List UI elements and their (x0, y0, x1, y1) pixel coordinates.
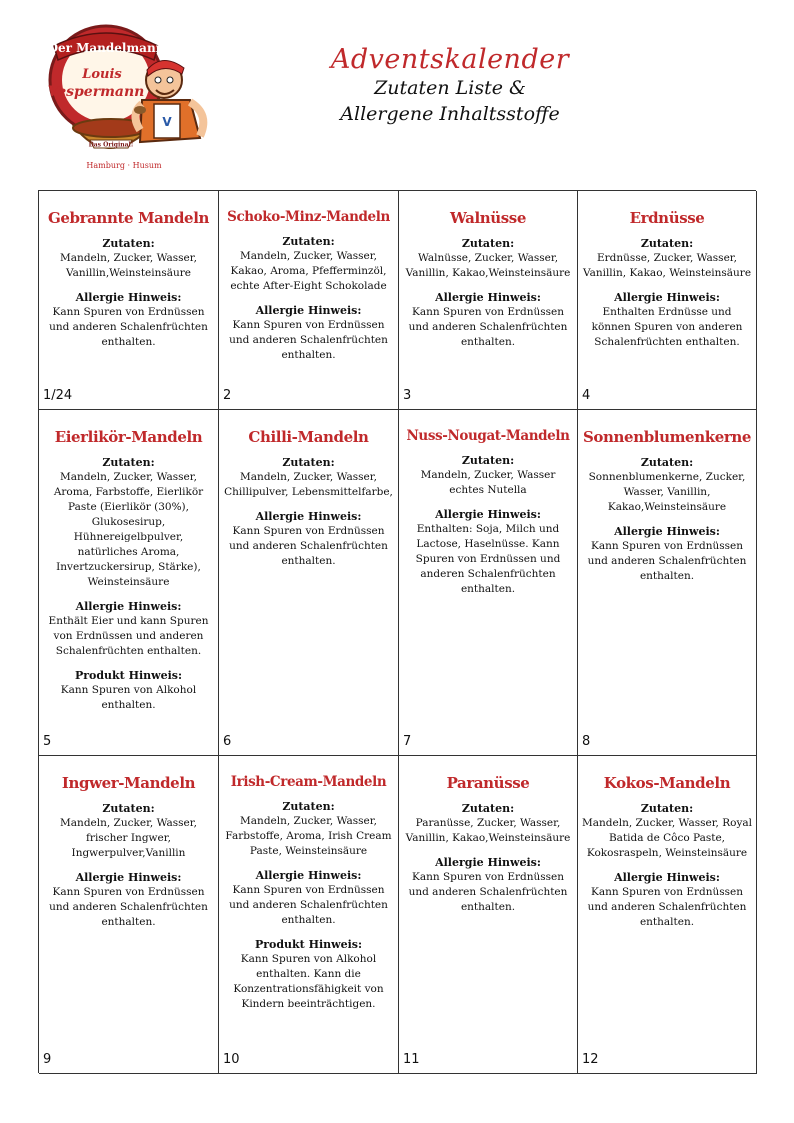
produkt-text: Kann Spuren von Alkohol enthalten. (60, 684, 197, 711)
zutaten-label: Zutaten: (461, 237, 515, 250)
zutaten-label: Zutaten: (282, 800, 335, 813)
zutaten-text: Mandeln, Zucker, Wasser, Aroma, Farbstoffe, Eierlikör Paste (Eierlikör (30%), Glukosesirup, Hühnereigelbpulver, natürliches Aroma, Invertzuckersirup, Stärke), Weinsteinsäure (53, 471, 204, 588)
zutaten-text: Erdnüsse, Zucker, Wasser, Vanillin, Kakao, Weinsteinsäure (582, 252, 752, 279)
zutaten-label: Zutaten: (282, 456, 335, 469)
zutaten-label: Zutaten: (102, 456, 155, 469)
zutaten-label: Zutaten: (102, 237, 155, 250)
allergie-label: Allergie Hinweis: (255, 510, 362, 523)
zutaten-label: Zutaten: (461, 454, 515, 467)
zutaten-text: Mandeln, Zucker, Wasser, Kakao, Aroma, Pfefferminzöl, echte After-Eight Schokolade (230, 250, 387, 292)
zutaten-label: Zutaten: (640, 802, 694, 815)
allergie-text: Kann Spuren von Erdnüssen und anderen Schalenfrüchten enthalten. (229, 884, 388, 926)
allergie-text: Kann Spuren von Erdnüssen und anderen Schalenfrüchten enthalten. (49, 306, 208, 348)
product-title: Sonnenblumenkerne (583, 428, 751, 446)
allergie-text: Kann Spuren von Erdnüssen und anderen Schalenfrüchten enthalten. (587, 540, 747, 582)
calendar-cell (399, 410, 578, 756)
svg-text:V: V (162, 115, 172, 129)
allergie-text: Enthält Eier und kann Spuren von Erdnüssen und anderen Schalenfrüchten enthalten. (48, 615, 209, 657)
zutaten-text: Mandeln, Zucker, Wasser, frischer Ingwer, Ingwerpulver,Vanillin (60, 817, 197, 859)
zutaten-text: Sonnenblumenkerne, Zucker, Wasser, Vanillin, Kakao,Weinsteinsäure (588, 471, 746, 513)
zutaten-text: Mandeln, Zucker, Wasser, Vanillin,Weinsteinsäure (60, 252, 197, 279)
allergie-label: Allergie Hinweis: (75, 600, 182, 613)
zutaten-label: Zutaten: (461, 802, 515, 815)
produkt-label: Produkt Hinweis: (254, 938, 363, 951)
zutaten-label: Zutaten: (102, 802, 155, 815)
day-number: 5 (43, 734, 52, 749)
calendar-cell (399, 191, 578, 410)
allergie-label: Allergie Hinweis: (255, 304, 362, 317)
day-number: 10 (223, 1052, 240, 1067)
allergie-text: Kann Spuren von Erdnüssen und anderen Schalenfrüchten enthalten. (587, 886, 747, 928)
day-number: 1/24 (43, 388, 73, 403)
logo-name-1: Louis (82, 67, 122, 82)
product-title: Paranüsse (446, 774, 530, 792)
title-block (300, 44, 600, 127)
allergie-text: Kann Spuren von Erdnüssen und anderen Schalenfrüchten enthalten. (229, 319, 388, 361)
allergie-text: Kann Spuren von Erdnüssen und anderen Schalenfrüchten enthalten. (229, 525, 388, 567)
day-number: 9 (43, 1052, 52, 1067)
product-title: Walnüsse (449, 209, 526, 227)
allergie-label: Allergie Hinweis: (435, 508, 541, 521)
zutaten-text: Mandeln, Zucker, Wasser, Royal Batida de Côco Paste, Kokosraspeln, Weinsteinsäure (582, 817, 753, 859)
allergie-text: Enthalten Erdnüsse und können Spuren von anderen Schalenfrüchten enthalten. (591, 306, 743, 348)
allergie-label: Allergie Hinweis: (255, 869, 362, 882)
produkt-label: Produkt Hinweis: (74, 669, 183, 682)
calendar-cell (39, 410, 219, 756)
allergie-text: Kann Spuren von Erdnüssen und anderen Schalenfrüchten enthalten. (408, 871, 568, 913)
calendar-cell (39, 756, 219, 1074)
product-title: Gebrannte Mandeln (47, 209, 210, 227)
allergie-text: Kann Spuren von Erdnüssen und anderen Schalenfrüchten enthalten. (408, 306, 568, 348)
product-title: Irish-Cream-Mandeln (230, 774, 387, 790)
product-title: Kokos-Mandeln (603, 774, 731, 792)
page-title: Adventskalender (330, 44, 570, 75)
calendar-cell (39, 191, 219, 410)
page-subtitle-2: Allergene Inhaltsstoffe (340, 103, 560, 125)
day-number: 4 (582, 388, 591, 403)
zutaten-label: Zutaten: (282, 235, 335, 248)
allergie-label: Allergie Hinweis: (75, 871, 182, 884)
calendar-cell (578, 191, 757, 410)
product-title: Ingwer-Mandeln (61, 774, 196, 792)
calendar-cell (399, 756, 578, 1074)
logo-cities: Hamburg · Husum (86, 161, 162, 170)
allergie-text: Enthalten: Soja, Milch und Lactose, Haselnüsse. Kann Spuren von Erdnüssen und anderen Schalenfrüchten enthalten. (415, 523, 561, 595)
zutaten-label: Zutaten: (640, 237, 694, 250)
day-number: 3 (403, 388, 412, 403)
allergie-label: Allergie Hinweis: (614, 871, 720, 884)
allergie-label: Allergie Hinweis: (435, 856, 541, 869)
product-title: Nuss-Nougat-Mandeln (406, 428, 570, 444)
logo-brand-top: Der Mandelmann (47, 41, 165, 55)
calendar-cell (578, 410, 757, 756)
calendar-cell (578, 756, 757, 1074)
mandelmann-logo (44, 18, 214, 178)
zutaten-label: Zutaten: (640, 456, 694, 469)
allergie-label: Allergie Hinweis: (435, 291, 541, 304)
product-title: Eierlikör-Mandeln (54, 428, 203, 446)
allergie-label: Allergie Hinweis: (614, 291, 720, 304)
calendar-cell (219, 191, 399, 410)
zutaten-text: Walnüsse, Zucker, Wasser, Vanillin, Kakao,Weinsteinsäure (405, 252, 571, 279)
day-number: 7 (403, 734, 412, 749)
day-number: 2 (223, 388, 232, 403)
product-title: Schoko-Minz-Mandeln (227, 209, 390, 225)
day-number: 12 (582, 1052, 599, 1067)
product-title: Chilli-Mandeln (248, 428, 369, 446)
day-number: 6 (223, 734, 232, 749)
day-number: 11 (403, 1052, 420, 1067)
logo-tagline: Das Original! (88, 141, 134, 149)
produkt-text: Kann Spuren von Alkohol enthalten. Kann die Konzentrationsfähigkeit von Kindern beeinträchtigen. (233, 953, 384, 1010)
product-title: Erdnüsse (629, 209, 705, 227)
calendar-cell (219, 756, 399, 1074)
zutaten-text: Mandeln, Zucker, Wasser, Chillipulver, Lebensmittelfarbe, (224, 471, 393, 498)
zutaten-text: Paranüsse, Zucker, Wasser, Vanillin, Kakao,Weinsteinsäure (405, 817, 571, 844)
allergie-text: Kann Spuren von Erdnüssen und anderen Schalenfrüchten enthalten. (49, 886, 208, 928)
page-subtitle-1: Zutaten Liste & (374, 77, 526, 99)
logo-name-2: Vespermann (47, 84, 145, 100)
allergie-label: Allergie Hinweis: (614, 525, 720, 538)
zutaten-text: Mandeln, Zucker, Wasser echtes Nutella (420, 469, 556, 496)
day-number: 8 (582, 734, 591, 749)
calendar-cell (219, 410, 399, 756)
ingredient-grid (38, 190, 756, 1073)
zutaten-text: Mandeln, Zucker, Wasser, Farbstoffe, Aroma, Irish Cream Paste, Weinsteinsäure (225, 815, 392, 857)
allergie-label: Allergie Hinweis: (75, 291, 182, 304)
